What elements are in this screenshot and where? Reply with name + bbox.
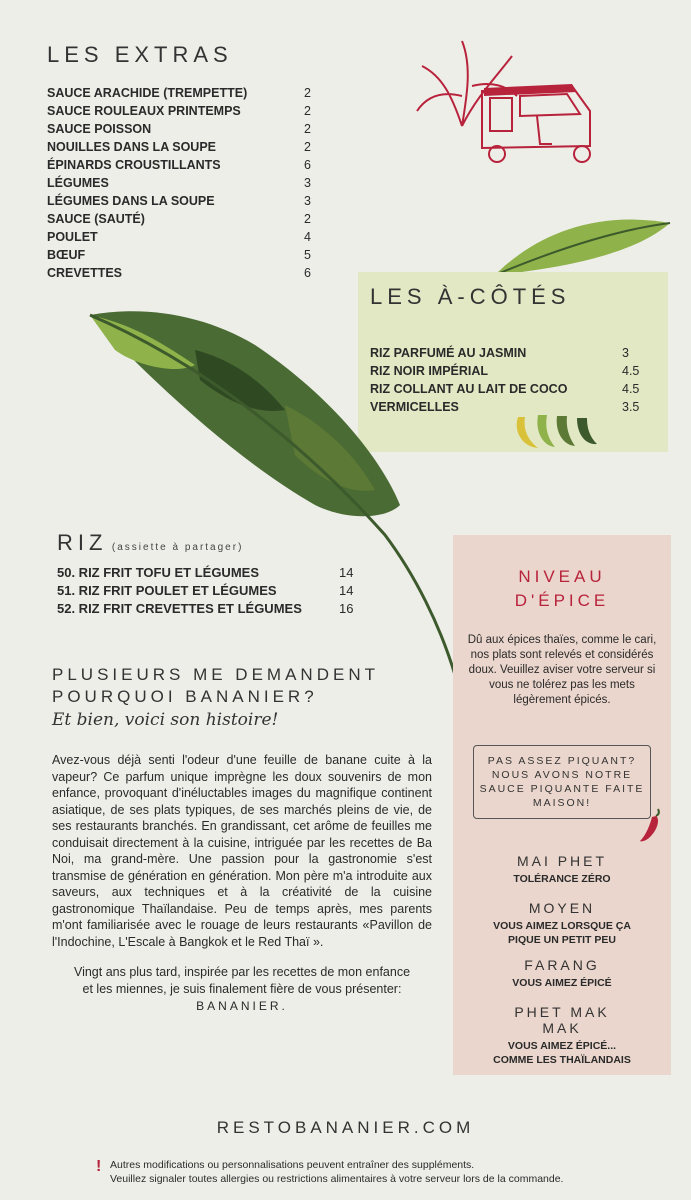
story-heading-1: PLUSIEURS ME DEMANDENT: [52, 665, 379, 684]
level-desc: VOUS AIMEZ ÉPICÉ... COMME LES THAÏLANDAIS: [493, 1040, 631, 1066]
story-brand: BANANIER.: [196, 999, 288, 1013]
list-item: ÉPINARDS CROUSTILLANTS 6: [47, 158, 311, 172]
list-item: RIZ COLLANT AU LAIT DE COCO 4.5: [370, 382, 640, 396]
spice-panel: [453, 535, 671, 1075]
list-item: POULET 4: [47, 230, 311, 244]
spice-title-2: D'ÉPICE: [514, 591, 610, 610]
list-item: CREVETTES 6: [47, 266, 311, 280]
riz-title: RIZ: [57, 530, 108, 555]
banana-leaf-illustration: [495, 215, 675, 275]
level-name: MAI PHET: [516, 853, 608, 869]
list-item: [453, 1004, 671, 1067]
footer-note-1: Autres modifications ou personnalisations peuvent entraîner des suppléments.: [110, 1159, 475, 1171]
spice-levels: [453, 853, 671, 1067]
story-body: Avez-vous déjà senti l'odeur d'une feuille de banane cuite à la vapeur? Ce parfum unique imprègne les doux souvenirs de mon enfance, provoquant d'inéluctables images du magnifique continent asiatique, de ses plats typiques, de ses marchés pleins de vie, de ses restaurants branchés. En grandissant, cet arôme de feuilles me conduisait directement à la cuisine, intriguée par les recettes de Ba Noi, ma grand-mère. Une passion pour la gastronomie s'est transmise de génération en génération. Mon père m'a introduite aux saveurs, aux techniques et à la créativité de la cuisine gastronomique Thaïlandaise. Peu de temps après, mes parents m'ont familiarisée avec le rouage de leurs restaurants «Pavillon de l'Indochine, L'Escale à Bangkok et le Red Thaï ».: [52, 753, 432, 949]
list-item: LÉGUMES 3: [47, 176, 311, 190]
website-link[interactable]: RESTOBANANIER.COM: [216, 1118, 475, 1137]
bananas-illustration: [513, 412, 603, 450]
banana-leaf-illustration: [85, 305, 465, 680]
list-item: [453, 900, 671, 947]
story-heading-2: POURQUOI BANANIER?: [52, 687, 318, 706]
footer-note-2: Veuillez signaler toutes allergies ou restrictions alimentaires à votre serveur lors de la commande.: [110, 1173, 564, 1185]
list-item: SAUCE ARACHIDE (TREMPETTE) 2: [47, 86, 311, 100]
warning-icon: !: [96, 1158, 102, 1175]
spice-title-1: NIVEAU: [518, 567, 606, 586]
riz-list: [57, 564, 357, 618]
list-item: 51. RIZ FRIT POULET ET LÉGUMES 14: [57, 583, 354, 598]
level-desc: VOUS AIMEZ ÉPICÉ: [512, 977, 612, 989]
list-item: NOUILLES DANS LA SOUPE 2: [47, 140, 311, 154]
list-item: SAUCE ROULEAUX PRINTEMPS 2: [47, 104, 311, 118]
list-item: SAUCE POISSON 2: [47, 122, 311, 136]
list-item: VERMICELLES 3.5: [370, 400, 640, 414]
list-item: [453, 957, 671, 990]
extras-list: [47, 84, 322, 282]
list-item: RIZ NOIR IMPÉRIAL 4.5: [370, 364, 640, 378]
hot-sauce-callout: [473, 745, 651, 819]
story-closing: Vingt ans plus tard, inspirée par les recettes de mon enfance et les miennes, je suis finalement fière de vous présenter:: [73, 965, 411, 996]
list-item: BŒUF 5: [47, 248, 311, 262]
riz-subtitle: (assiette à partager): [111, 542, 244, 553]
level-desc: VOUS AIMEZ LORSQUE ÇA PIQUE UN PETIT PEU: [493, 920, 631, 946]
story-section: [52, 664, 432, 1013]
level-desc: TOLÉRANCE ZÉRO: [513, 873, 611, 885]
list-item: LÉGUMES DANS LA SOUPE 3: [47, 194, 311, 208]
extras-section: [47, 42, 322, 282]
story-script: Et bien, voici son histoire!: [52, 710, 279, 730]
list-item: 52. RIZ FRIT CREVETTES ET LÉGUMES 16: [57, 601, 354, 616]
extras-title: LES EXTRAS: [47, 42, 233, 67]
cotes-title: LES À-CÔTÉS: [370, 284, 571, 309]
callout-text: PAS ASSEZ PIQUANT? NOUS AVONS NOTRE SAUCE PIQUANTE FAITE MAISON!: [479, 755, 645, 809]
list-item: [453, 853, 671, 886]
list-item: RIZ PARFUMÉ AU JASMIN 3: [370, 346, 629, 360]
list-item: SAUCE (SAUTÉ) 2: [47, 212, 311, 226]
spice-intro: Dû aux épices thaïes, comme le cari, nos plats sont relevés et considérés doux. Veuillez aviser votre serveur si vous ne tolérez pas les mets légèrement épicés.: [467, 634, 657, 706]
chili-pepper-icon: [638, 807, 664, 843]
footer-notes: [110, 1158, 680, 1186]
riz-section: [57, 530, 357, 618]
tuktuk-illustration: [412, 36, 602, 171]
level-name: MOYEN: [528, 900, 596, 916]
list-item: 50. RIZ FRIT TOFU ET LÉGUMES 14: [57, 565, 354, 580]
level-name: PHET MAK MAK: [514, 1004, 610, 1036]
level-name: FARANG: [524, 957, 600, 973]
